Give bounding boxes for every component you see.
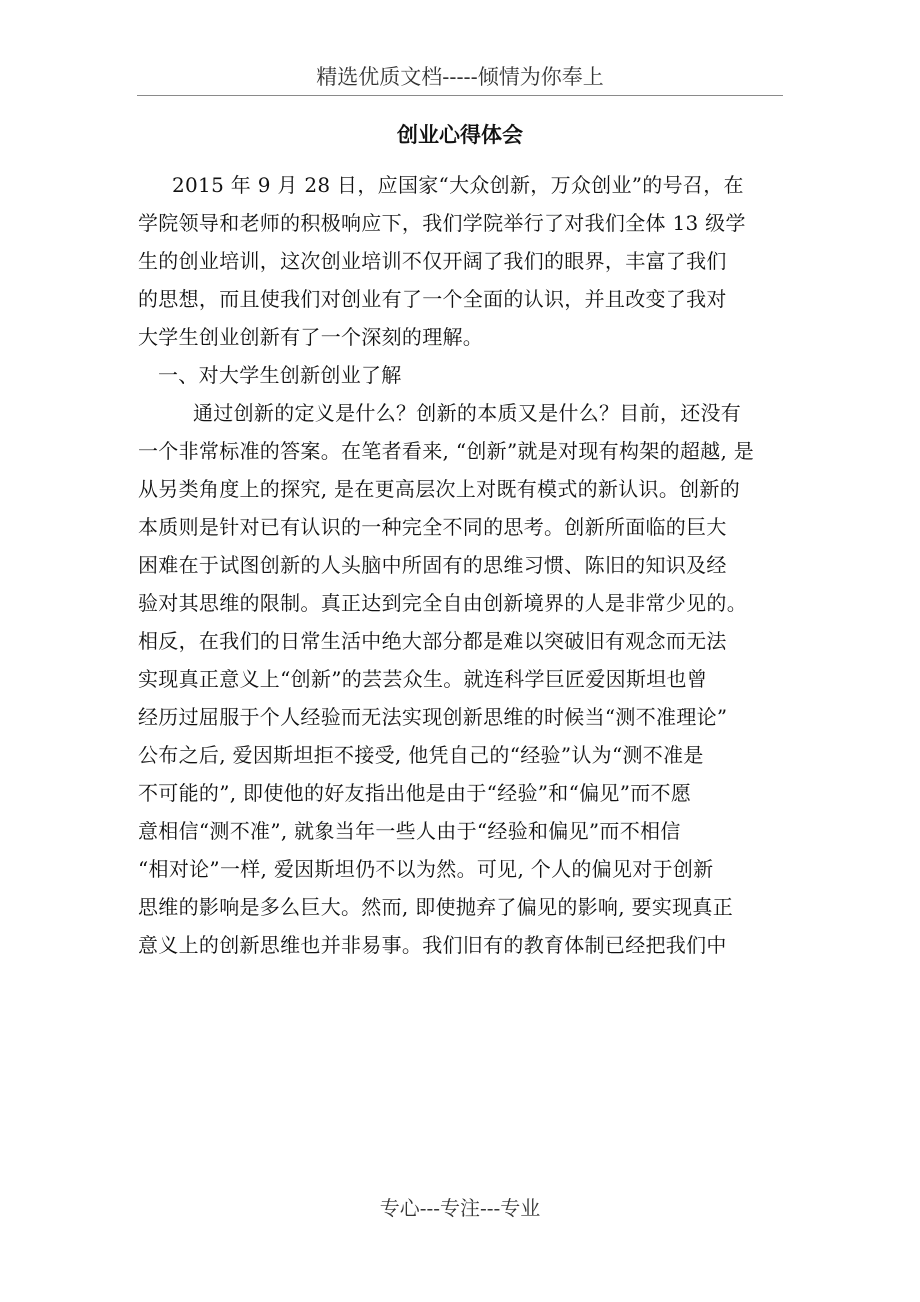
text-line: 生的创业培训，这次创业培训不仅开阔了我们的眼界，丰富了我们 [138,249,727,273]
section-heading-text: 一、对大学生创新创业了解 [158,363,402,387]
section-heading [138,356,818,394]
page-header: 精选优质文档-----倾情为你奉上 [316,65,604,89]
text-line: 从另类角度上的探究, 是在更高层次上对既有模式的新认识。创新的 [138,477,741,501]
text-line: 经历过屈服于个人经验而无法实现创新思维的时候当“测不准理论” [138,705,728,729]
text-line: 的思想，而且使我们对创业有了一个全面的认识，并且改变了我对 [138,287,727,311]
text-line: 学院领导和老师的积极响应下，我们学院举行了对我们全体 13 级学 [138,211,746,235]
header-divider [137,95,783,96]
paragraph-intro [138,166,818,356]
text-line: 公布之后, 爱因斯坦拒不接受, 他凭自己的“经验”认为“测不准是 [138,743,704,767]
text-line: “相对论”一样, 爱因斯坦仍不以为然。可见, 个人的偏见对于创新 [138,857,714,881]
text-line: 思维的影响是多么巨大。然而, 即使抛弃了偏见的影响, 要实现真正 [138,895,734,919]
text-line: 意相信“测不准”, 就象当年一些人由于“经验和偏见”而不相信 [138,819,681,843]
text-line: 本质则是针对已有认识的一种完全不同的思考。创新所面临的巨大 [138,515,727,539]
document-title: 创业心得体会 [397,123,523,147]
text-line: 2015 年 9 月 28 日，应国家“大众创新，万众创业”的号召，在 [172,173,744,197]
text-line: 相反，在我们的日常生活中绝大部分都是难以突破旧有观念而无法 [138,629,727,653]
text-line: 一个非常标准的答案。在笔者看来, “创新”就是对现有构架的超越, 是 [138,439,755,463]
text-line: 困难在于试图创新的人头脑中所固有的思维习惯、陈旧的知识及经 [138,553,727,577]
text-line: 通过创新的定义是什么？创新的本质又是什么？目前，还没有 [193,401,742,425]
document-body [138,166,818,964]
paragraph-innovation [138,394,818,964]
text-line: 意义上的创新思维也并非易事。我们旧有的教育体制已经把我们中 [138,933,727,957]
page-footer: 专心---专注---专业 [379,1196,541,1220]
text-line: 实现真正意义上“创新”的芸芸众生。就连科学巨匠爱因斯坦也曾 [138,667,708,691]
text-line: 不可能的”, 即使他的好友指出他是由于“经验”和“偏见”而不愿 [138,781,692,805]
text-line: 大学生创业创新有了一个深刻的理解。 [138,325,484,349]
text-line: 验对其思维的限制。真正达到完全自由创新境界的人是非常少见的。 [138,591,747,615]
